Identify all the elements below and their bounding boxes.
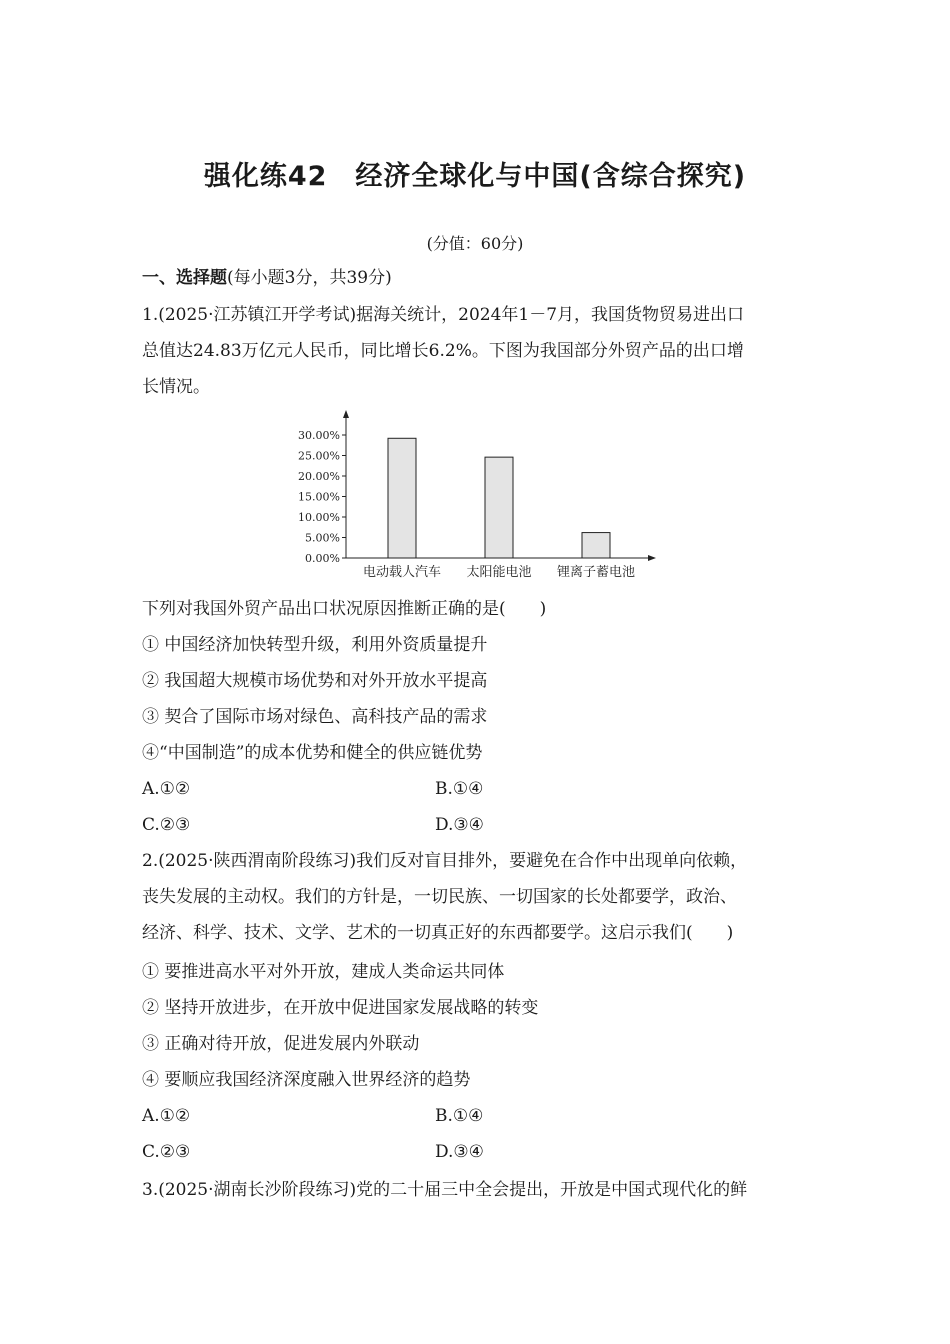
- score-info: (分值：60分): [426, 234, 524, 253]
- y-tick-label: 25.00%: [298, 449, 340, 463]
- x-axis-arrow: [648, 555, 656, 561]
- export-growth-chart: [285, 408, 665, 586]
- q1-text-line: 1.(2025·江苏镇江开学考试)据海关统计，2024年1－7月，我国货物贸易进出口: [142, 305, 745, 325]
- y-axis-arrow: [343, 410, 349, 418]
- y-tick-label: 20.00%: [298, 470, 340, 483]
- page-title: 强化练42 经济全球化与中国(含综合探究): [203, 161, 747, 192]
- y-tick-label: 15.00%: [298, 490, 340, 504]
- q1-text-line: 总值达24.83万亿元人民币，同比增长6.2%。下图为我国部分外贸产品的出口增: [142, 341, 744, 361]
- y-tick-label: 5.00%: [305, 531, 340, 545]
- q2-item-3: ③ 正确对待开放，促进发展内外联动: [142, 1034, 420, 1054]
- q1-option-a: A.①②: [142, 779, 191, 799]
- x-category-label: 太阳能电池: [466, 565, 532, 580]
- q1-option-b: B.①④: [435, 779, 484, 799]
- bar: [485, 457, 513, 558]
- q1-text-line: 长情况。: [142, 377, 210, 397]
- section-note: (每小题3分，共39分): [227, 268, 392, 288]
- q2-text-line: 2.(2025·陕西渭南阶段练习)我们反对盲目排外，要避免在合作中出现单向依赖，: [142, 851, 748, 871]
- q2-item-2: ② 坚持开放进步，在开放中促进国家发展战略的转变: [142, 998, 539, 1018]
- y-tick-label: 30.00%: [298, 429, 340, 442]
- bar: [582, 533, 610, 558]
- y-tick-label: 10.00%: [298, 511, 340, 524]
- x-category-label: 电动载人汽车: [362, 565, 442, 580]
- q1-option-c: C.②③: [142, 815, 191, 835]
- q1-option-d: D.③④: [435, 815, 484, 835]
- q2-item-1: ① 要推进高水平对外开放，建成人类命运共同体: [142, 962, 505, 982]
- q2-option-a: A.①②: [142, 1106, 191, 1126]
- q1-item-3: ③ 契合了国际市场对绿色、高科技产品的需求: [142, 707, 488, 727]
- x-category-label: 锂离子蓄电池: [556, 565, 636, 580]
- q2-item-4: ④ 要顺应我国经济深度融入世界经济的趋势: [142, 1070, 471, 1090]
- section-heading: [142, 268, 812, 288]
- q1-item-4: ④“中国制造”的成本优势和健全的供应链优势: [142, 743, 483, 763]
- q3-text-line: 3.(2025·湖南长沙阶段练习)党的二十届三中全会提出，开放是中国式现代化的鲜: [142, 1180, 748, 1200]
- q2-option-c: C.②③: [142, 1142, 191, 1162]
- y-tick-label: 0.00%: [305, 552, 340, 565]
- section-label: 一、选择题: [142, 268, 227, 288]
- q2-text-line: 经济、科学、技术、文学、艺术的一切真正好的东西都要学。这启示我们( ): [142, 923, 734, 943]
- q1-item-1: ① 中国经济加快转型升级，利用外资质量提升: [142, 635, 488, 655]
- bar: [388, 438, 416, 558]
- q2-option-b: B.①④: [435, 1106, 484, 1126]
- q2-text-line: 丧失发展的主动权。我们的方针是，一切民族、一切国家的长处都要学，政治、: [142, 887, 737, 907]
- q1-item-2: ② 我国超大规模市场优势和对外开放水平提高: [142, 671, 488, 691]
- q1-stem: 下列对我国外贸产品出口状况原因推断正确的是( ): [142, 599, 547, 619]
- q2-option-d: D.③④: [435, 1142, 484, 1162]
